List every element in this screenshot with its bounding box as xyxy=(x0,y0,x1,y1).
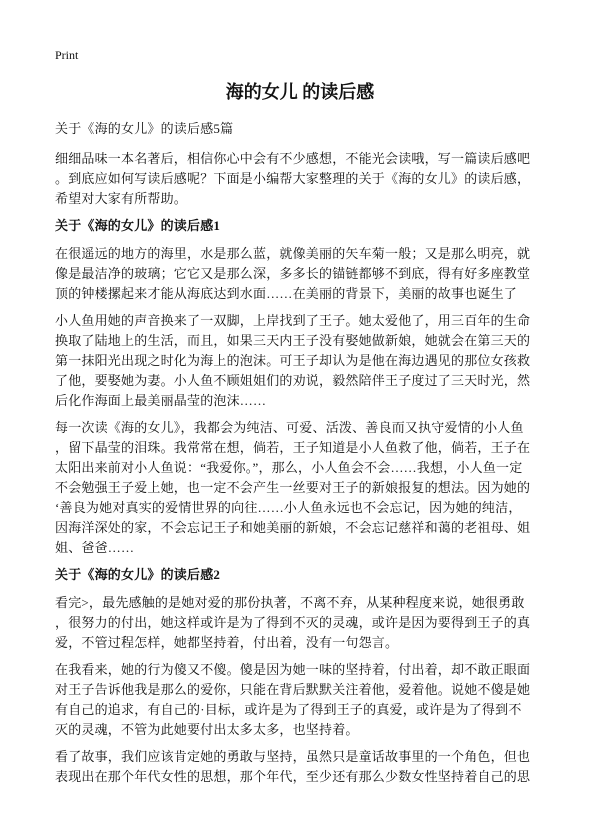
paragraph-line: ‘善良为她对真实的爱情世界的向往……小人鱼永远也不会忘记，因为她的纯洁， xyxy=(55,500,522,515)
section-heading-2: 关于《海的女儿》的读后感2 xyxy=(55,567,221,582)
section-1-paragraph-1 xyxy=(55,244,550,304)
paragraph-line: 姐、爸爸…… xyxy=(55,540,135,555)
section-2-paragraph-1 xyxy=(55,593,550,653)
paragraph-line: 对王子告诉他我是那么的爱你，只能在背后默默关注着他，爱着他。说她不傻是她 xyxy=(55,682,531,697)
paragraph-line: ，留下晶莹的泪珠。我常常在想，倘若，王子知道是小人鱼救了他，倘若，王子在 xyxy=(55,440,531,455)
print-link[interactable]: Print xyxy=(55,48,79,62)
paragraph-line: 。到底应如何写读后感呢？下面是小编帮大家整理的关于《海的女儿》的读后感， xyxy=(55,171,531,186)
section-1-paragraph-3 xyxy=(55,418,550,558)
paragraph-line: 太阳出来前对小人鱼说：“我爱你。”，那么，小人鱼会不会……我想，小人鱼一定 xyxy=(55,460,523,475)
paragraph-line: 因海洋深处的家，不会忘记王子和她美丽的新娘，不会忘记慈祥和蔼的老祖母、姐 xyxy=(55,520,531,535)
paragraph-line: 换取了陆地上的生活，而且，如果三天内王子没有娶她做新娘，她就会在第三天的 xyxy=(55,333,531,348)
document-subtitle: 关于《海的女儿》的读后感5篇 xyxy=(55,121,234,136)
section-2-paragraph-2 xyxy=(55,660,550,740)
paragraph-line: 有自己的追求，有自己的·目标，或许是为了得到王子的真爱，或许是为了得到不 xyxy=(55,702,522,717)
paragraph-line: 细细品味一本名著后，相信你心中会有不少感想，不能光会读哦，写一篇读后感吧 xyxy=(55,151,531,166)
document-title: 海的女儿 的读后感 xyxy=(225,82,375,102)
paragraph-line: 了他，要娶她为妻。小人鱼不顾姐姐们的劝说，毅然陪伴王子度过了三天时光，然 xyxy=(55,373,531,388)
paragraph-line: 表现出在那个年代女性的思想，那个年代，至少还有那么少数女性坚持着自己的思 xyxy=(55,769,531,784)
paragraph-line: 小人鱼用她的声音换来了一双脚，上岸找到了王子。她太爱他了，用三百年的生命 xyxy=(55,313,531,328)
paragraph-line: ，很努力的付出，她这样或许是为了得到不灭的灵魂，或许是因为要得到王子的真 xyxy=(55,615,531,630)
paragraph-line: 顶的钟楼摞起来才能从海底达到水面……在美丽的背景下，美丽的故事也诞生了 xyxy=(55,286,518,301)
section-heading-1: 关于《海的女儿》的读后感1 xyxy=(55,218,221,233)
paragraph-line: 看完>，最先感触的是她对爱的那份执著，不离不弃，从某种程度来说，她很勇敢 xyxy=(55,595,525,610)
paragraph-line: 后化作海面上最美丽晶莹的泡沫…… xyxy=(55,393,267,408)
paragraph-line: 希望对大家有所帮助。 xyxy=(55,191,188,206)
paragraph-line: 灭的灵魂，不管为此她要付出太多太多，也坚持着。 xyxy=(55,722,359,737)
paragraph-line: 爱，不管过程怎样，她都坚持着，付出着，没有一句怨言。 xyxy=(55,635,399,650)
paragraph-line: 第一抹阳光出现之时化为海上的泡沫。可王子却认为是他在海边遇见的那位女孩救 xyxy=(55,353,531,368)
intro-paragraph xyxy=(55,149,550,209)
paragraph-line: 在我看来，她的行为傻又不傻。傻是因为她一味的坚持着，付出着，却不敢正眼面 xyxy=(55,662,531,677)
paragraph-line: 看了故事，我们应该肯定她的勇敢与坚持，虽然只是童话故事里的一个角色，但也 xyxy=(55,749,531,764)
section-1-paragraph-2 xyxy=(55,311,550,411)
document-body xyxy=(55,119,550,794)
paragraph-line: 像是最洁净的玻璃；它它又是那么深，多多长的锚链都够不到底，得有好多座教堂 xyxy=(55,266,531,281)
paragraph-line: 在很遥远的地方的海里，水是那么蓝，就像美丽的矢车菊一般；又是那么明亮，就 xyxy=(55,246,531,261)
paragraph-line: 不会勉强王子爱上她，也一定不会产生一丝要对王子的新娘报复的想法。因为她的 xyxy=(55,480,531,495)
paragraph-line: 每一次读《海的女儿》，我都会为纯洁、可爱、活泼、善良而又执守爱情的小人鱼 xyxy=(55,420,524,435)
section-2-paragraph-3 xyxy=(55,747,550,787)
